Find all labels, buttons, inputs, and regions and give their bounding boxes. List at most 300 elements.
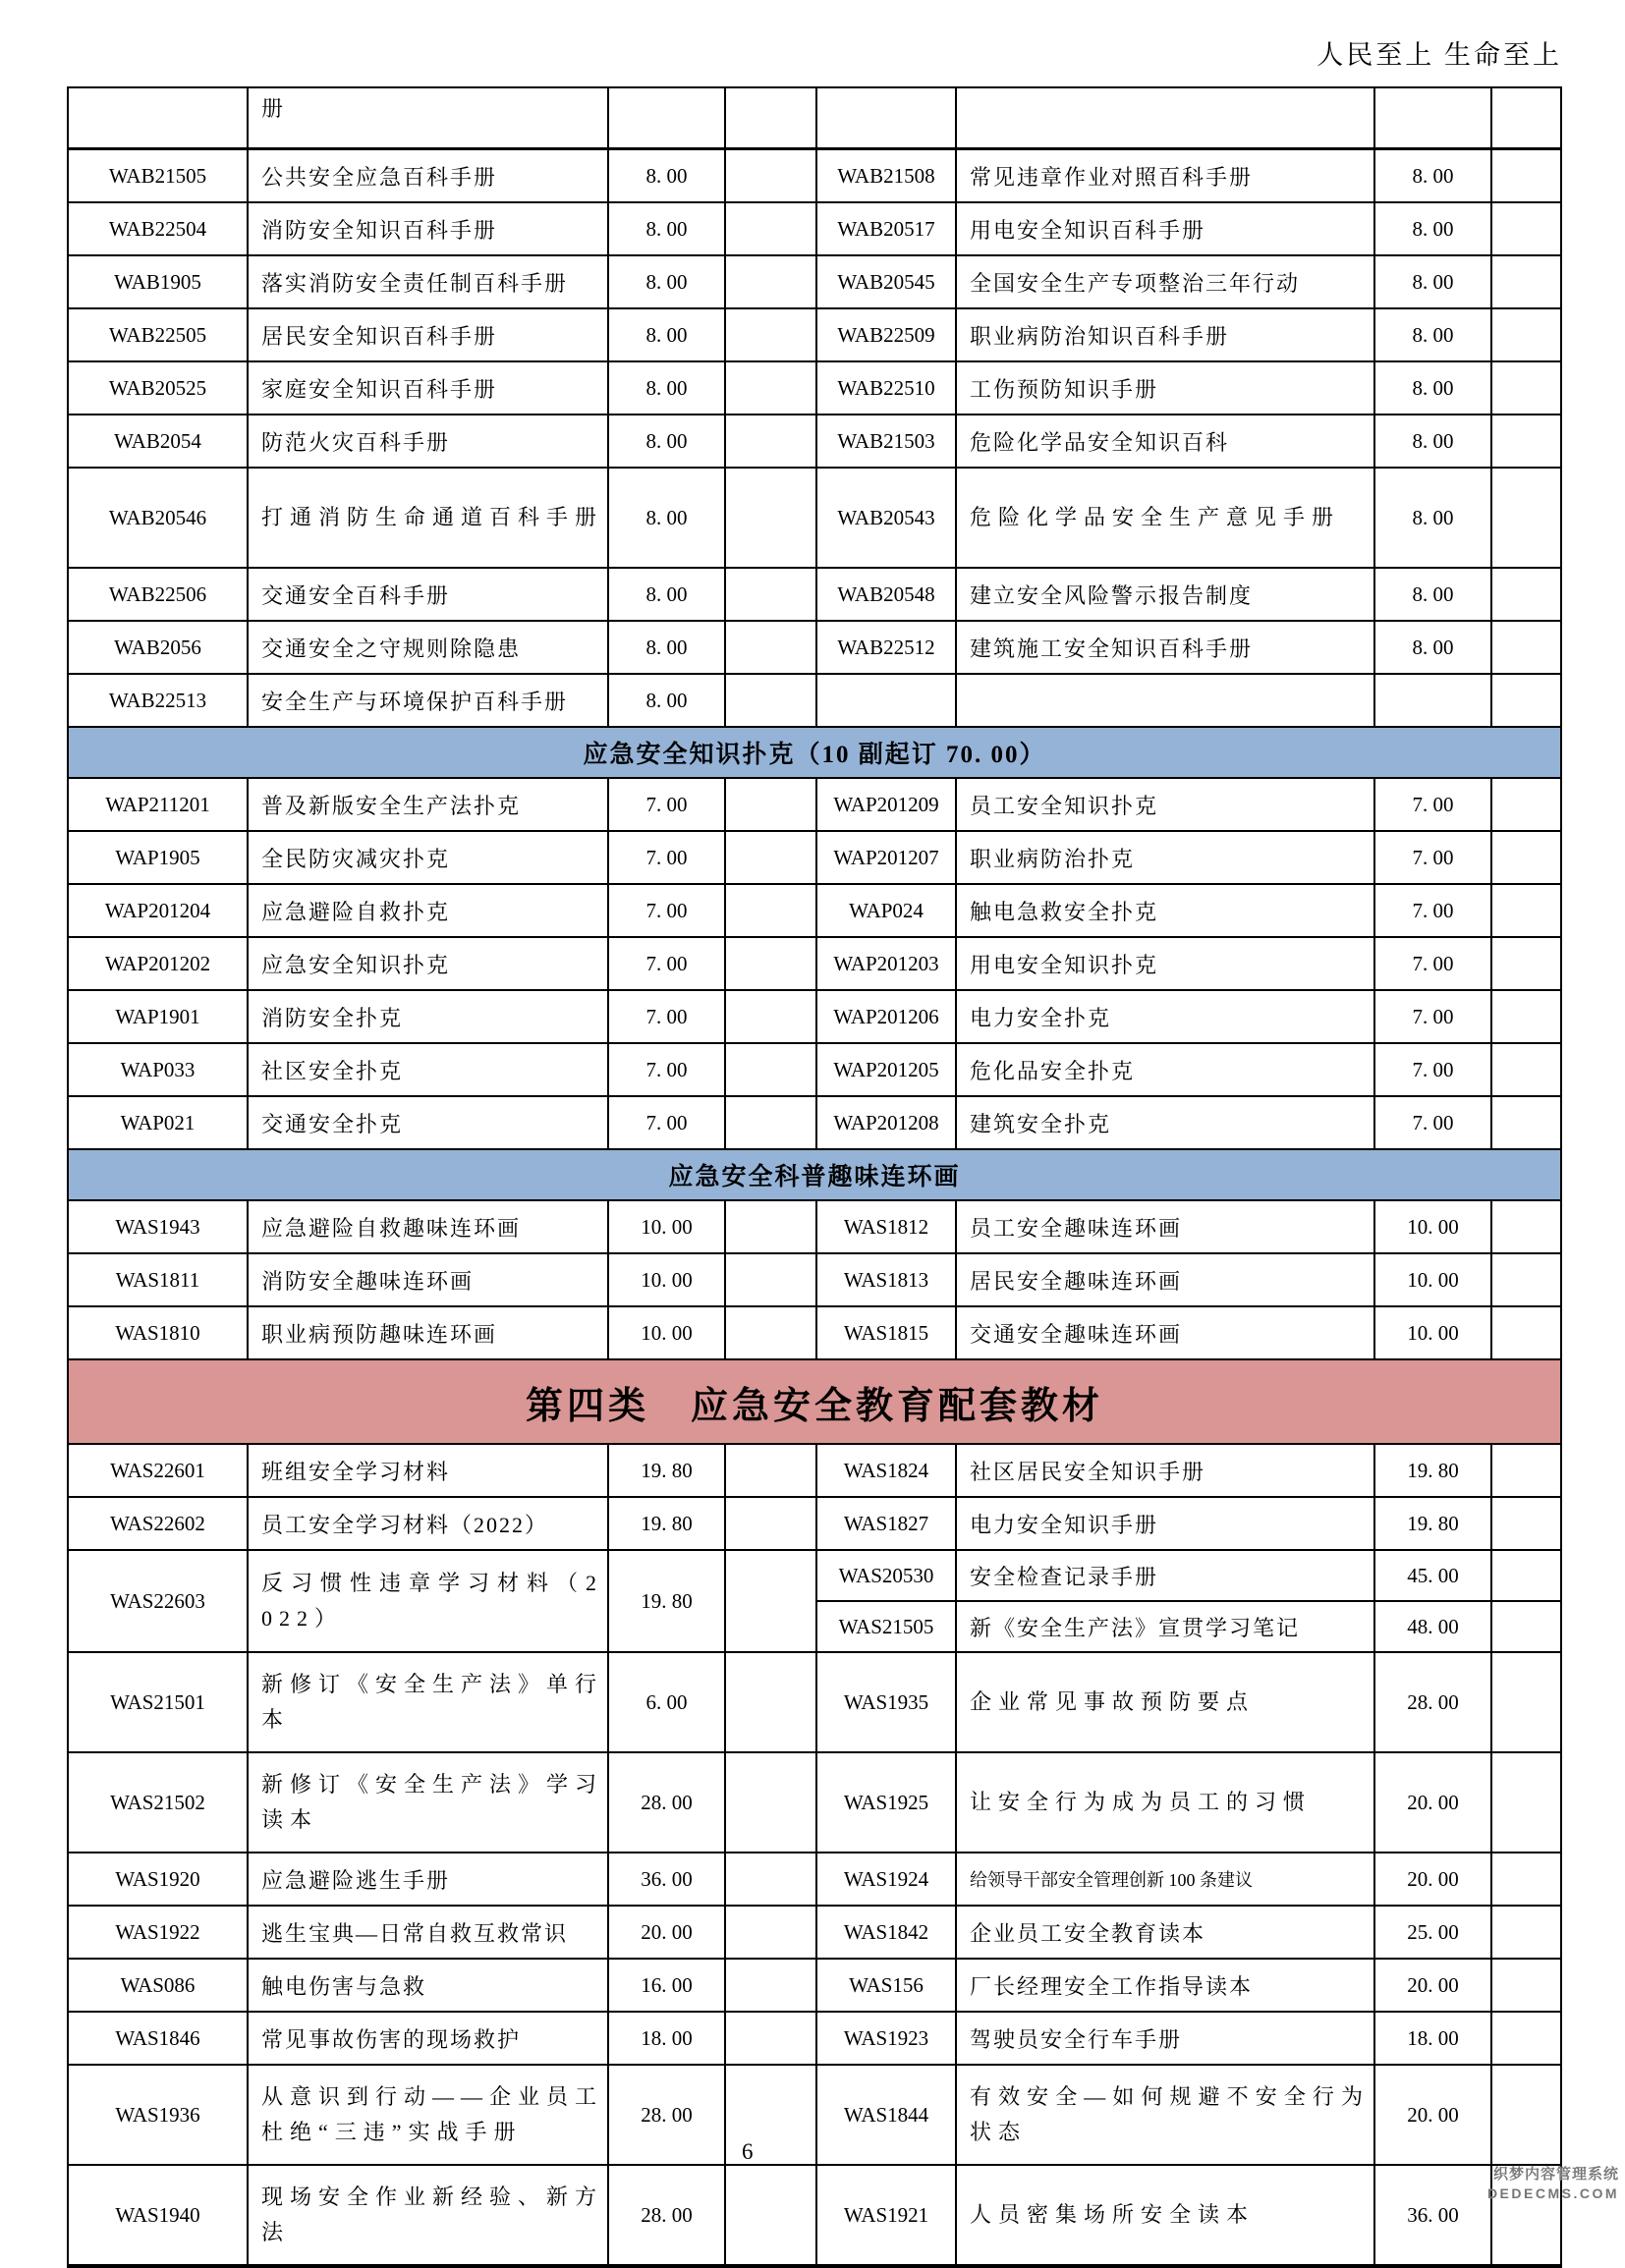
section-header-label: 应急安全科普趣味连环画 [68, 1149, 1561, 1200]
table-row [68, 990, 1561, 1043]
item-price: 8. 00 [1374, 255, 1491, 308]
order-blank-cell [1491, 1853, 1561, 1906]
order-blank-cell [1491, 1444, 1561, 1497]
item-code: WAB1905 [68, 255, 248, 308]
item-price: 10. 00 [1374, 1306, 1491, 1359]
item-code: WAS1812 [816, 1200, 956, 1253]
item-title: 驾驶员安全行车手册 [956, 2012, 1374, 2065]
item-code: WAP201203 [816, 937, 956, 990]
item-price: 6. 00 [608, 1652, 725, 1752]
item-code: WAS1842 [816, 1906, 956, 1959]
price-table [67, 86, 1562, 2268]
section-header-row [68, 1149, 1561, 1200]
item-price: 28. 00 [608, 1752, 725, 1853]
item-price: 8. 00 [1374, 468, 1491, 568]
item-title: 反习惯性违章学习材料（2022） [248, 1550, 608, 1652]
order-blank-cell [1491, 1096, 1561, 1149]
item-price: 8. 00 [608, 621, 725, 674]
item-price: 8. 00 [1374, 308, 1491, 361]
table-row [68, 884, 1561, 937]
item-code: WAS156 [816, 1959, 956, 2012]
item-title: 危化品安全扑克 [956, 1043, 1374, 1096]
item-code: WAB2054 [68, 415, 248, 468]
order-blank-cell [725, 1652, 816, 1752]
order-blank-cell [725, 1306, 816, 1359]
item-code: WAB20546 [68, 468, 248, 568]
watermark [1487, 2165, 1619, 2202]
order-blank-cell [1491, 415, 1561, 468]
item-code: WAB21508 [816, 149, 956, 203]
item-title: 交通安全扑克 [248, 1096, 608, 1149]
order-blank-cell [725, 1043, 816, 1096]
table-row [68, 1253, 1561, 1306]
item-title: 电力安全扑克 [956, 990, 1374, 1043]
order-blank-cell [725, 1096, 816, 1149]
item-title: 员工安全知识扑克 [956, 778, 1374, 831]
item-price: 8. 00 [1374, 361, 1491, 415]
table-row [68, 87, 1561, 149]
item-price: 10. 00 [1374, 1253, 1491, 1306]
item-code: WAS1813 [816, 1253, 956, 1306]
order-blank-cell [725, 937, 816, 990]
order-blank-cell [725, 1550, 816, 1652]
item-price: 8. 00 [608, 149, 725, 203]
item-price: 8. 00 [608, 674, 725, 727]
item-title: 家庭安全知识百科手册 [248, 361, 608, 415]
item-title: 应急避险自救扑克 [248, 884, 608, 937]
table-row [68, 1444, 1561, 1497]
order-blank-cell [1491, 778, 1561, 831]
item-title: 居民安全趣味连环画 [956, 1253, 1374, 1306]
item-title: 建立安全风险警示报告制度 [956, 568, 1374, 621]
item-title: 消防安全知识百科手册 [248, 202, 608, 255]
order-blank-cell [725, 2012, 816, 2065]
item-title: 新《安全生产法》宣贯学习笔记 [956, 1601, 1374, 1652]
item-code: WAS22602 [68, 1497, 248, 1550]
item-title: 用电安全知识扑克 [956, 937, 1374, 990]
item-code: WAS21502 [68, 1752, 248, 1853]
item-code: WAS1924 [816, 1853, 956, 1906]
item-price: 10. 00 [1374, 1200, 1491, 1253]
item-price: 7. 00 [608, 778, 725, 831]
item-price: 8. 00 [608, 468, 725, 568]
item-title: 防范火灾百科手册 [248, 415, 608, 468]
item-price: 7. 00 [608, 884, 725, 937]
item-code [68, 87, 248, 149]
item-price: 20. 00 [608, 1906, 725, 1959]
table-row [68, 1906, 1561, 1959]
item-title [956, 87, 1374, 149]
order-blank-cell [1491, 884, 1561, 937]
item-title: 班组安全学习材料 [248, 1444, 608, 1497]
order-blank-cell [725, 2065, 816, 2165]
item-code: WAS1921 [816, 2165, 956, 2266]
order-blank-cell [1491, 1043, 1561, 1096]
order-blank-cell [725, 1444, 816, 1497]
order-blank-cell [1491, 1959, 1561, 2012]
item-price: 8. 00 [608, 568, 725, 621]
item-code: WAS21505 [816, 1601, 956, 1652]
item-price: 8. 00 [608, 361, 725, 415]
item-code: WAP021 [68, 1096, 248, 1149]
item-code: WAS1827 [816, 1497, 956, 1550]
item-price: 7. 00 [1374, 990, 1491, 1043]
item-price [1374, 674, 1491, 727]
table-row [68, 1497, 1561, 1550]
item-price: 10. 00 [608, 1253, 725, 1306]
item-code: WAP201206 [816, 990, 956, 1043]
item-title: 全民防灾减灾扑克 [248, 831, 608, 884]
order-blank-cell [1491, 674, 1561, 727]
item-price: 7. 00 [1374, 884, 1491, 937]
item-price: 45. 00 [1374, 1550, 1491, 1601]
item-price: 25. 00 [1374, 1906, 1491, 1959]
table-row [68, 2065, 1561, 2165]
item-title: 应急避险自救趣味连环画 [248, 1200, 608, 1253]
item-code: WAB22504 [68, 202, 248, 255]
table-row [68, 308, 1561, 361]
page-header-slogan: 人民至上 生命至上 [1317, 40, 1562, 70]
table-row [68, 1200, 1561, 1253]
item-price: 28. 00 [1374, 1652, 1491, 1752]
table-row [68, 1306, 1561, 1359]
table-row [68, 778, 1561, 831]
item-code: WAS22603 [68, 1550, 248, 1652]
item-code: WAB20517 [816, 202, 956, 255]
item-code: WAS21501 [68, 1652, 248, 1752]
item-title: 企业员工安全教育读本 [956, 1906, 1374, 1959]
order-blank-cell [1491, 1306, 1561, 1359]
item-price: 36. 00 [1374, 2165, 1491, 2266]
item-title: 有效安全—如何规避不安全行为状态 [956, 2065, 1374, 2165]
table-row [68, 674, 1561, 727]
watermark-cms-domain: DEDECMS.COM [1486, 2185, 1619, 2201]
order-blank-cell [725, 568, 816, 621]
item-price: 7. 00 [1374, 937, 1491, 990]
order-blank-cell [725, 415, 816, 468]
item-price: 7. 00 [1374, 778, 1491, 831]
order-blank-cell [1491, 1253, 1561, 1306]
price-table-body [68, 87, 1561, 2266]
item-title: 给领导干部安全管理创新 100 条建议 [956, 1853, 1374, 1906]
item-code: WAS1810 [68, 1306, 248, 1359]
item-price: 19. 80 [1374, 1497, 1491, 1550]
item-code: WAS1920 [68, 1853, 248, 1906]
order-blank-cell [725, 1497, 816, 1550]
order-blank-cell [1491, 361, 1561, 415]
item-price [1374, 87, 1491, 149]
item-price: 20. 00 [1374, 1959, 1491, 2012]
item-price: 28. 00 [608, 2165, 725, 2266]
item-code: WAP1901 [68, 990, 248, 1043]
item-code: WAS1811 [68, 1253, 248, 1306]
table-row [68, 361, 1561, 415]
item-price: 7. 00 [608, 831, 725, 884]
item-code [816, 87, 956, 149]
item-code: WAB22512 [816, 621, 956, 674]
item-title: 交通安全百科手册 [248, 568, 608, 621]
item-code: WAB20548 [816, 568, 956, 621]
item-price: 19. 80 [608, 1497, 725, 1550]
order-blank-cell [725, 1906, 816, 1959]
item-code: WAB22510 [816, 361, 956, 415]
item-price: 16. 00 [608, 1959, 725, 2012]
item-code: WAB2056 [68, 621, 248, 674]
item-price: 7. 00 [1374, 831, 1491, 884]
order-blank-cell [725, 1253, 816, 1306]
order-blank-cell [1491, 2012, 1561, 2065]
item-code: WAS22601 [68, 1444, 248, 1497]
item-title: 厂长经理安全工作指导读本 [956, 1959, 1374, 2012]
item-title: 人员密集场所安全读本 [956, 2165, 1374, 2266]
order-blank-cell [1491, 149, 1561, 203]
item-code: WAP1905 [68, 831, 248, 884]
order-blank-cell [1491, 308, 1561, 361]
item-price: 10. 00 [608, 1306, 725, 1359]
item-price: 8. 00 [608, 255, 725, 308]
item-title: 危险化学品安全生产意见手册 [956, 468, 1374, 568]
item-code: WAP024 [816, 884, 956, 937]
item-title: 全国安全生产专项整治三年行动 [956, 255, 1374, 308]
item-price: 48. 00 [1374, 1601, 1491, 1652]
item-title: 新修订《安全生产法》学习读本 [248, 1752, 608, 1853]
order-blank-cell [1491, 1550, 1561, 1601]
item-code: WAS1922 [68, 1906, 248, 1959]
item-title: 公共安全应急百科手册 [248, 149, 608, 203]
table-row [68, 1853, 1561, 1906]
item-title: 消防安全趣味连环画 [248, 1253, 608, 1306]
item-title: 落实消防安全责任制百科手册 [248, 255, 608, 308]
table-row [68, 831, 1561, 884]
item-price: 8. 00 [608, 415, 725, 468]
item-code: WAP211201 [68, 778, 248, 831]
item-code: WAS20530 [816, 1550, 956, 1601]
order-blank-cell [725, 202, 816, 255]
table-row [68, 1652, 1561, 1752]
order-blank-cell [1491, 1200, 1561, 1253]
order-blank-cell [1491, 831, 1561, 884]
order-blank-cell [725, 674, 816, 727]
order-blank-cell [1491, 255, 1561, 308]
order-blank-cell [725, 87, 816, 149]
item-title: 工伤预防知识手册 [956, 361, 1374, 415]
item-title: 逃生宝典—日常自救互救常识 [248, 1906, 608, 1959]
item-title: 社区安全扑克 [248, 1043, 608, 1096]
order-blank-cell [725, 884, 816, 937]
order-blank-cell [1491, 468, 1561, 568]
section-header-label: 应急安全知识扑克（10 副起订 70. 00） [68, 727, 1561, 778]
table-row [68, 621, 1561, 674]
item-price: 19. 80 [608, 1550, 725, 1652]
item-title: 居民安全知识百科手册 [248, 308, 608, 361]
item-title: 普及新版安全生产法扑克 [248, 778, 608, 831]
item-code: WAS1923 [816, 2012, 956, 2065]
item-price: 10. 00 [608, 1200, 725, 1253]
item-title: 建筑施工安全知识百科手册 [956, 621, 1374, 674]
item-code: WAP201207 [816, 831, 956, 884]
item-title: 职业病防治知识百科手册 [956, 308, 1374, 361]
item-code: WAS1824 [816, 1444, 956, 1497]
table-row [68, 937, 1561, 990]
item-code: WAS1935 [816, 1652, 956, 1752]
table-row [68, 1096, 1561, 1149]
item-price: 20. 00 [1374, 1752, 1491, 1853]
item-code: WAB22513 [68, 674, 248, 727]
order-blank-cell [1491, 937, 1561, 990]
table-row [68, 1959, 1561, 2012]
item-title: 触电急救安全扑克 [956, 884, 1374, 937]
item-title: 用电安全知识百科手册 [956, 202, 1374, 255]
item-price: 8. 00 [1374, 568, 1491, 621]
item-title: 危险化学品安全知识百科 [956, 415, 1374, 468]
item-title: 电力安全知识手册 [956, 1497, 1374, 1550]
order-blank-cell [1491, 1652, 1561, 1752]
item-code: WAP201202 [68, 937, 248, 990]
item-code: WAP033 [68, 1043, 248, 1096]
item-title: 职业病预防趣味连环画 [248, 1306, 608, 1359]
item-code: WAS1844 [816, 2065, 956, 2165]
order-blank-cell [725, 149, 816, 203]
item-code: WAB22505 [68, 308, 248, 361]
item-title: 交通安全之守规则除隐患 [248, 621, 608, 674]
item-code: WAS086 [68, 1959, 248, 2012]
item-price: 7. 00 [1374, 1043, 1491, 1096]
order-blank-cell [725, 1959, 816, 2012]
watermark-cms-name: 织梦内容管理系统 [1492, 2166, 1619, 2184]
table-row [68, 149, 1561, 203]
item-price: 8. 00 [1374, 202, 1491, 255]
order-blank-cell [1491, 568, 1561, 621]
item-code: WAS1940 [68, 2165, 248, 2266]
item-code: WAB21505 [68, 149, 248, 203]
category-header-label: 第四类 应急安全教育配套教材 [68, 1359, 1561, 1444]
order-blank-cell [1491, 1497, 1561, 1550]
order-blank-cell [1491, 621, 1561, 674]
item-title: 现场安全作业新经验、新方法 [248, 2165, 608, 2266]
item-code: WAP201209 [816, 778, 956, 831]
table-row [68, 1550, 1561, 1601]
item-title: 应急安全知识扑克 [248, 937, 608, 990]
item-title: 触电伤害与急救 [248, 1959, 608, 2012]
order-blank-cell [1491, 1752, 1561, 1853]
order-blank-cell [725, 255, 816, 308]
item-price: 7. 00 [608, 1096, 725, 1149]
order-blank-cell [725, 831, 816, 884]
table-row [68, 255, 1561, 308]
item-title: 交通安全趣味连环画 [956, 1306, 1374, 1359]
order-blank-cell [1491, 202, 1561, 255]
item-price: 18. 00 [1374, 2012, 1491, 2065]
page-number: 6 [742, 2139, 754, 2164]
item-price: 8. 00 [608, 202, 725, 255]
item-title: 打通消防生命通道百科手册 [248, 468, 608, 568]
order-blank-cell [725, 1853, 816, 1906]
order-blank-cell [1491, 990, 1561, 1043]
order-blank-cell [1491, 2065, 1561, 2165]
order-blank-cell [725, 1752, 816, 1853]
table-row [68, 568, 1561, 621]
item-title: 从意识到行动——企业员工杜绝“三违”实战手册 [248, 2065, 608, 2165]
table-row [68, 415, 1561, 468]
order-blank-cell [725, 2165, 816, 2266]
item-code: WAB20545 [816, 255, 956, 308]
order-blank-cell [725, 990, 816, 1043]
table-row [68, 1043, 1561, 1096]
item-price: 7. 00 [608, 937, 725, 990]
table-row [68, 2165, 1561, 2266]
item-title: 消防安全扑克 [248, 990, 608, 1043]
item-price: 36. 00 [608, 1853, 725, 1906]
order-blank-cell [725, 1200, 816, 1253]
item-price: 8. 00 [1374, 621, 1491, 674]
item-title: 应急避险逃生手册 [248, 1853, 608, 1906]
item-price: 8. 00 [1374, 415, 1491, 468]
item-code: WAS1846 [68, 2012, 248, 2065]
order-blank-cell [725, 361, 816, 415]
item-price: 8. 00 [608, 308, 725, 361]
item-title [956, 674, 1374, 727]
item-price [608, 87, 725, 149]
item-price: 8. 00 [1374, 149, 1491, 203]
order-blank-cell [725, 621, 816, 674]
item-price: 7. 00 [1374, 1096, 1491, 1149]
item-title: 企业常见事故预防要点 [956, 1652, 1374, 1752]
table-row [68, 2012, 1561, 2065]
item-title: 册 [248, 87, 608, 149]
table-row [68, 468, 1561, 568]
item-price: 20. 00 [1374, 1853, 1491, 1906]
item-code: WAB20525 [68, 361, 248, 415]
item-title: 员工安全学习材料（2022） [248, 1497, 608, 1550]
item-title: 安全生产与环境保护百科手册 [248, 674, 608, 727]
item-code: WAB21503 [816, 415, 956, 468]
category-header-row [68, 1359, 1561, 1444]
order-blank-cell [725, 778, 816, 831]
item-code: WAB20543 [816, 468, 956, 568]
item-code: WAS1943 [68, 1200, 248, 1253]
item-title: 社区居民安全知识手册 [956, 1444, 1374, 1497]
item-code: WAS1936 [68, 2065, 248, 2165]
item-code: WAP201208 [816, 1096, 956, 1149]
item-code: WAS1815 [816, 1306, 956, 1359]
order-blank-cell [725, 468, 816, 568]
order-blank-cell [725, 308, 816, 361]
section-header-row [68, 727, 1561, 778]
item-title: 让安全行为成为员工的习惯 [956, 1752, 1374, 1853]
item-price: 18. 00 [608, 2012, 725, 2065]
item-title: 职业病防治扑克 [956, 831, 1374, 884]
item-title: 安全检查记录手册 [956, 1550, 1374, 1601]
item-code: WAP201205 [816, 1043, 956, 1096]
item-title: 员工安全趣味连环画 [956, 1200, 1374, 1253]
item-title: 建筑安全扑克 [956, 1096, 1374, 1149]
item-price: 7. 00 [608, 1043, 725, 1096]
item-price: 7. 00 [608, 990, 725, 1043]
table-row [68, 1752, 1561, 1853]
table-row [68, 202, 1561, 255]
item-title: 常见事故伤害的现场救护 [248, 2012, 608, 2065]
item-code: WAB22506 [68, 568, 248, 621]
item-title: 常见违章作业对照百科手册 [956, 149, 1374, 203]
item-price: 19. 80 [1374, 1444, 1491, 1497]
order-blank-cell [1491, 1601, 1561, 1652]
item-code: WAS1925 [816, 1752, 956, 1853]
item-title: 新修订《安全生产法》单行本 [248, 1652, 608, 1752]
item-code: WAP201204 [68, 884, 248, 937]
item-code: WAB22509 [816, 308, 956, 361]
order-blank-cell [1491, 1906, 1561, 1959]
item-price: 20. 00 [1374, 2065, 1491, 2165]
